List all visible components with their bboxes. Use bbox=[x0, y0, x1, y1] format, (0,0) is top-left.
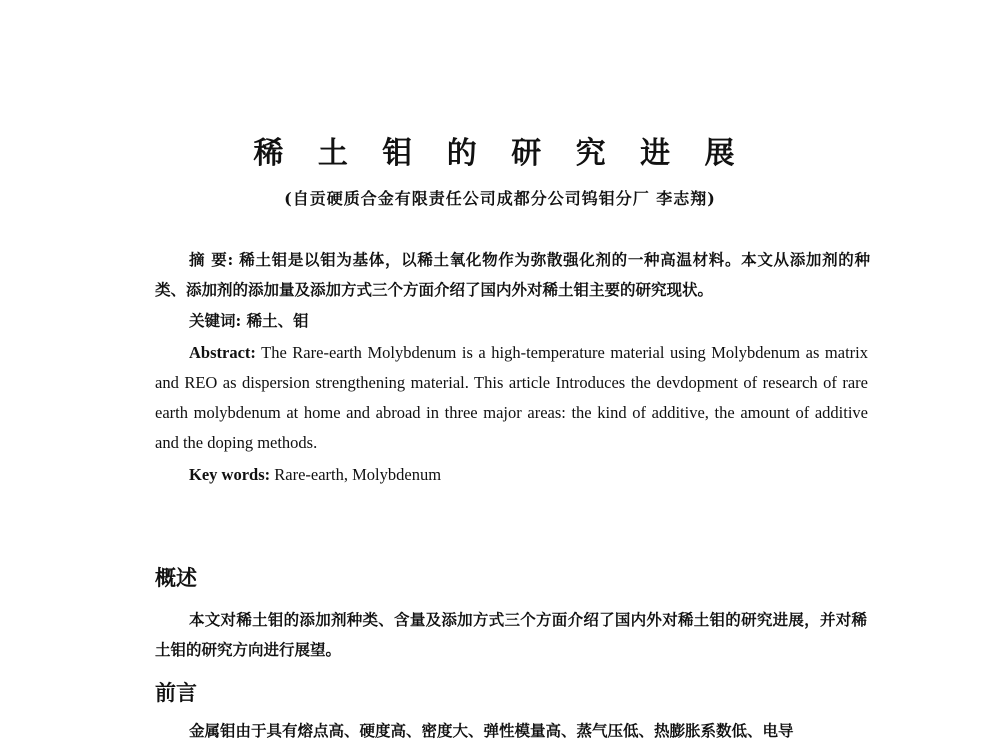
chinese-keywords-text: 稀土、钼 bbox=[241, 311, 309, 330]
introduction-heading: 前言 bbox=[155, 680, 197, 705]
introduction-paragraph: 金属钼由于具有熔点高、硬度高、密度大、弹性模量高、蒸气压低、热膨胀系数低、电导 bbox=[189, 721, 794, 740]
paper-title: 稀 土 钼 的 研 究 进 展 bbox=[253, 136, 747, 171]
chinese-abstract-text: 稀土钼是以钼为基体，以稀土氧化物作为弥散强化剂的一种高温材料。本文从添加剂的种类、添加剂的添加量及添加方式三个方面介绍了国内外对稀土钼主要的研究现状。 bbox=[155, 250, 870, 299]
english-keywords bbox=[155, 460, 868, 490]
english-abstract bbox=[155, 338, 868, 458]
english-keywords-label: Key words: bbox=[189, 465, 271, 484]
chinese-keywords bbox=[155, 306, 870, 336]
overview-paragraph: 本文对稀土钼的添加剂种类、含量及添加方式三个方面介绍了国内外对稀土钼的研究进展，并对稀土钼的研究方向进行展望。 bbox=[155, 610, 867, 659]
chinese-keywords-label: 关键词: bbox=[189, 311, 242, 330]
english-abstract-text: The Rare-earth Molybdenum is a high-temperature material using Molybdenum as matrix and REO as dispersion strengthening material. This article Introduces the devdopment of research of rare earth molybdenum at home and abroad in three major areas: the kind of additive, the amount of additive and the doping methods. bbox=[155, 343, 868, 452]
author-affiliation: (自贡硬质合金有限责任公司成都分公司钨钼分厂 李志翔) bbox=[284, 189, 716, 208]
overview-heading: 概述 bbox=[155, 565, 197, 590]
chinese-abstract-label: 摘 要: bbox=[189, 250, 234, 269]
english-keywords-text: Rare-earth, Molybdenum bbox=[270, 465, 442, 484]
chinese-abstract bbox=[155, 245, 870, 305]
english-abstract-label: Abstract: bbox=[189, 343, 256, 362]
